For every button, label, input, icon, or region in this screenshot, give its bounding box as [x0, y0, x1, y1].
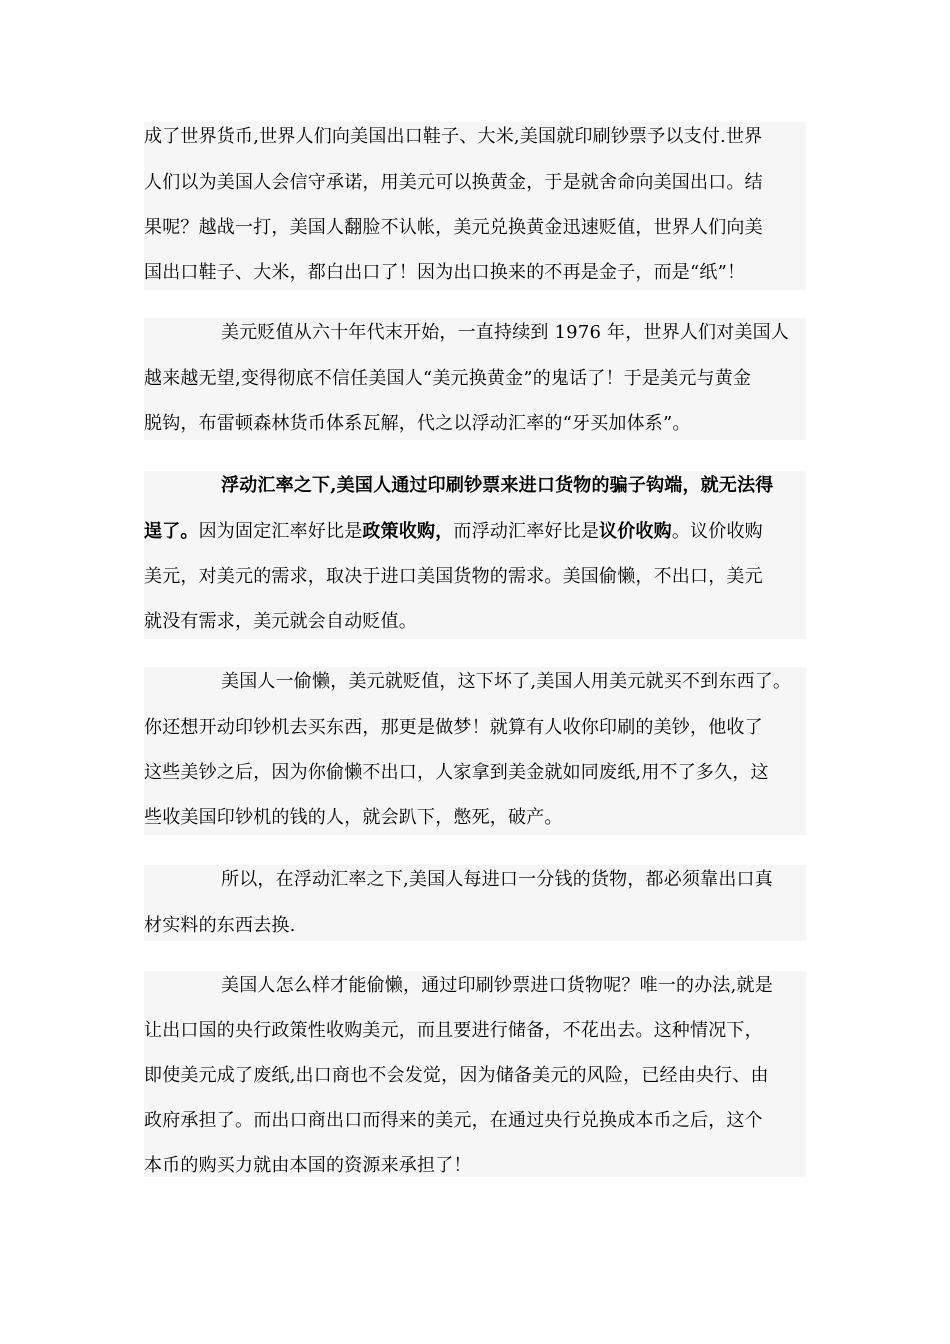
- text-line: 人们以为美国人会信守承诺，用美元可以换黄金，于是就舍命向美国出口。结: [144, 172, 763, 193]
- text-line: 本币的购买力就由本国的资源来承担了！: [144, 1155, 472, 1176]
- text-line: 这些美钞之后，因为你偷懒不出口，人家拿到美金就如同废纸,用不了多久，这: [144, 762, 769, 783]
- text-line: [144, 517, 763, 547]
- text-line: 即使美元成了废纸,出口商也不会发觉，因为储备美元的风险，已经由央行、由: [144, 1065, 769, 1086]
- emphasis-text: 政策收购，: [362, 521, 454, 542]
- text-line: 政府承担了。而出口商出口而得来的美元，在通过央行兑换成本币之后，这个: [144, 1110, 763, 1131]
- text-line: 成了世界货币,世界人们向美国出口鞋子、大米,美国就印刷钞票予以支付.世界: [144, 126, 763, 147]
- text-line: 些收美国印钞机的钱的人，就会趴下，憋死，破产。: [144, 807, 563, 828]
- text-line-bold: 浮动汇率之下,美国人通过印刷钞票来进口货物的骗子钩端，就无法得: [221, 475, 774, 496]
- text-line: 就没有需求，美元就会自动贬值。: [144, 611, 417, 632]
- text-line: 国出口鞋子、大米，都白出口了！因为出口换来的不再是金子，而是“纸”！: [144, 262, 746, 283]
- paragraph-5: [144, 865, 806, 941]
- text-line: 所以，在浮动汇率之下,美国人每进口一分钱的货物，都必须靠出口真: [221, 869, 773, 890]
- emphasis-text: 议价收购: [599, 521, 672, 542]
- text-line: 美元，对美元的需求，取决于进口美国货物的需求。美国偷懒，不出口，美元: [144, 566, 763, 587]
- paragraph-2: [144, 318, 806, 440]
- text-line: 材实料的东西去换.: [144, 915, 296, 936]
- paragraph-3: [144, 471, 806, 639]
- plain-text: 而浮动汇率好比是: [453, 521, 600, 542]
- plain-text: 。议价收购: [671, 521, 763, 542]
- text-line: 美国人怎么样才能偷懒，通过印刷钞票进口货物呢？唯一的办法,就是: [221, 975, 773, 996]
- plain-text: 因为固定汇率好比是: [198, 521, 363, 542]
- text-line: 脱钩，布雷顿森林货币体系瓦解，代之以浮动汇率的“牙买加体系”。: [144, 413, 691, 434]
- text-line: 你还想开动印钞机去买东西，那更是做梦！就算有人收你印刷的美钞，他收了: [144, 717, 763, 738]
- paragraph-4: [144, 667, 806, 835]
- text-line: 越来越无望,变得彻底不信任美国人“美元换黄金”的鬼话了！于是美元与黄金: [144, 368, 752, 389]
- paragraph-6: [144, 971, 806, 1177]
- text-line: 让出口国的央行政策性收购美元，而且要进行储备，不花出去。这种情况下，: [144, 1020, 763, 1041]
- paragraph-1: [144, 122, 806, 290]
- emphasis-text: 逞了。: [144, 521, 199, 542]
- text-line: 美国人一偷懒，美元就贬值，这下坏了,美国人用美元就买不到东西了。: [221, 671, 792, 692]
- text-line: 美元贬值从六十年代末开始，一直持续到 1976 年，世界人们对美国人: [221, 322, 790, 343]
- text-line: 果呢？越战一打，美国人翻脸不认帐，美元兑换黄金迅速贬值，世界人们向美: [144, 217, 763, 238]
